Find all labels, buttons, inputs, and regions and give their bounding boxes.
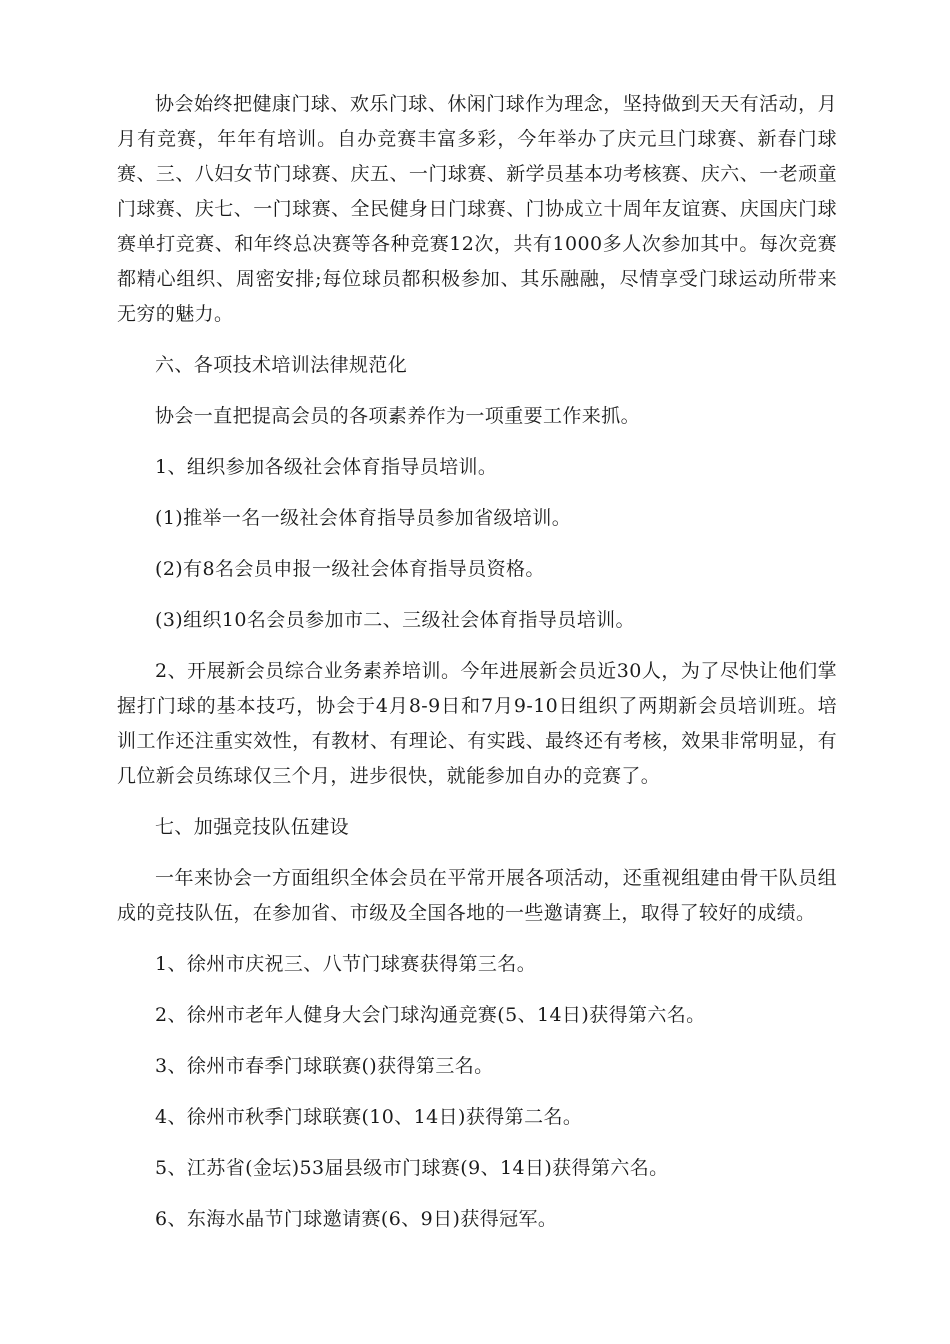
sub-item-3: (3)组织10名会员参加市二、三级社会体育指导员培训。 xyxy=(155,609,635,631)
paragraph-activities: 协会始终把健康门球、欢乐门球、休闲门球作为理念，坚持做到天天有活动，月月有竞赛，年年有培训。自办竞赛丰富多彩，今年举办了庆元旦门球赛、新春门球赛、三、八妇女节门球赛、庆五、一门球赛、新学员基本功考核赛、庆六、一老顽童门球赛、庆七、一门球赛、全民健身日门球赛、门协成立十周年友谊赛、庆国庆门球赛单打竞赛、和年终总决赛等各种竞赛12次，共有1000多人次参加其中。每次竞赛都精心组织、周密安排;每位球员都积极参加、其乐融融，尽情享受门球运动所带来无穷的魅力。 xyxy=(117,93,837,325)
sub-item-1: (1)推举一名一级社会体育指导员参加省级培训。 xyxy=(155,507,572,529)
result-item-4: 4、徐州市秋季门球联赛(10、14日)获得第二名。 xyxy=(155,1106,583,1128)
section-heading-team: 七、加强竞技队伍建设 xyxy=(155,816,350,838)
list-item-training-1: 1、组织参加各级社会体育指导员培训。 xyxy=(155,456,498,478)
result-item-5: 5、江苏省(金坛)53届县级市门球赛(9、14日)获得第六名。 xyxy=(155,1157,669,1179)
section-heading-training: 六、各项技术培训法律规范化 xyxy=(155,354,408,376)
result-item-1: 1、徐州市庆祝三、八节门球赛获得第三名。 xyxy=(155,953,537,975)
document-body xyxy=(117,87,837,1237)
paragraph-team-intro: 一年来协会一方面组织全体会员在平常开展各项活动，还重视组建由骨干队员组成的竞技队伍，在参加省、市级及全国各地的一些邀请赛上，取得了较好的成绩。 xyxy=(117,867,837,924)
list-item-training-2: 2、开展新会员综合业务素养培训。今年进展新会员近30人，为了尽快让他们掌握打门球的基本技巧，协会于4月8-9日和7月9-10日组织了两期新会员培训班。培训工作还注重实效性，有教材、有理论、有实践、最终还有考核，效果非常明显，有几位新会员练球仅三个月，进步很快，就能参加自办的竞赛了。 xyxy=(117,660,837,787)
result-item-2: 2、徐州市老年人健身大会门球沟通竞赛(5、14日)获得第六名。 xyxy=(155,1004,706,1026)
sub-item-2: (2)有8名会员申报一级社会体育指导员资格。 xyxy=(155,558,545,580)
paragraph-training-intro: 协会一直把提高会员的各项素养作为一项重要工作来抓。 xyxy=(155,405,641,427)
result-item-3: 3、徐州市春季门球联赛()获得第三名。 xyxy=(155,1055,494,1077)
result-item-6: 6、东海水晶节门球邀请赛(6、9日)获得冠军。 xyxy=(155,1208,558,1230)
